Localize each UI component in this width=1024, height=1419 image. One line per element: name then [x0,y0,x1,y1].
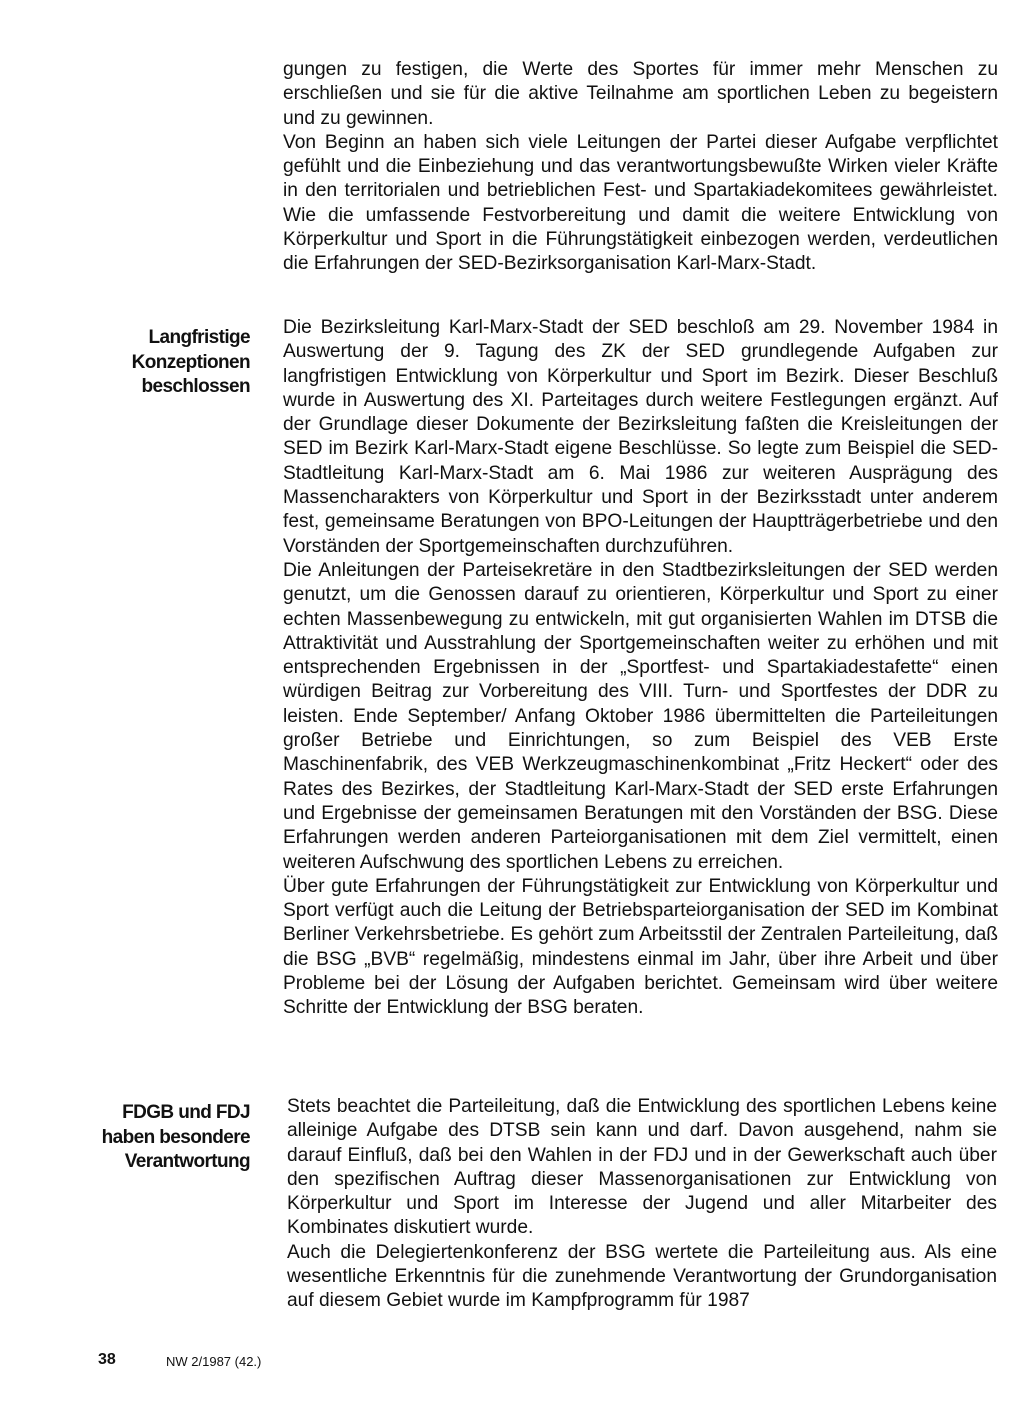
section-1-paragraph-3: Über gute Erfahrungen der Führungstätigkeit zur Entwicklung von Körperkultur und Sport verfügt auch die Leitung der Betriebsparteiorganisation der SED im Kombinat Berliner Verkehrsbetriebe. Es gehört zum Arbeitsstil der Zentralen Parteileitung, daß die BSG „BVB“ regelmäßig, mindestens einmal im Jahr, über ihre Arbeit und über Probleme bei der Lösung der Aufgaben berichtet. Gemeinsam wird über weitere Schritte der Entwicklung der BSG beraten. [283,875,998,1019]
section-1-text [283,316,998,1021]
intro-paragraph-2: Von Beginn an haben sich viele Leitungen der Partei dieser Aufgabe verpflichtet gefühlt und die Einbeziehung und das verantwortungsbewußte Wirken vieler Kräfte in den territorialen und betrieblichen Fest- und Spartakiadekomitees gewährleistet. Wie die umfassende Festvorbereitung und damit die weitere Entwicklung von Körperkultur und Sport in die Führungstätigkeit einbezogen werden, verdeutlichen die Erfahrungen der SED-Bezirksorganisation Karl-Marx-Stadt. [283,131,998,275]
side-heading-langfristige [50,326,250,400]
section-2-paragraph-1: Stets beachtet die Parteileitung, daß die Entwicklung des sportlichen Lebens keine alleinige Aufgabe des DTSB sein kann und darf. Davon ausgehend, nahm sie darauf Einfluß, daß bei den Wahlen in der FDJ und in der Gewerkschaft auch über den spezifischen Auftrag dieser Massenorganisationen zur Entwicklung von Körperkultur und Sport im Interesse der Jugend und aller Mitarbeiter des Kombinates diskutiert wurde. [287,1096,997,1239]
page-number: 38 [98,1351,116,1368]
side-heading-line: Konzeptionen [131,351,250,373]
intro-paragraph-1: gungen zu festigen, die Werte des Sportes für immer mehr Menschen zu erschließen und sie für die aktive Teilnahme am sportlichen Leben zu begeistern und zu gewinnen. [283,59,998,129]
side-heading-line: Langfristige [148,327,250,348]
side-heading-line: haben besondere [101,1126,250,1148]
section-1-paragraph-2: Die Anleitungen der Parteisekretäre in den Stadtbezirksleitungen der SED werden genutzt, um die Genossen darauf zu orientieren, Körperkultur und Sport zu einer echten Massenbewegung zu entwickeln, mit gut organisierten Wahlen im DTSB die Attraktivität und Ausstrahlung der Sportgemeinschaften weiter zu erhöhen und mit entsprechenden Ergebnissen in der „Sportfest- und Spartakiadestafette“ einen würdigen Beitrag zur Vorbereitung des VIII. Turn- und Sportfestes der DDR zu leisten. Ende September/ Anfang Oktober 1986 übermittelten die Parteileitungen großer Betriebe und Einrichtungen, so zum Beispiel des VEB Erste Maschinenfabrik, des VEB Werkzeugmaschinenkombinat „Fritz Heckert“ oder des Rates des Bezirkes, der Stadtleitung Karl-Marx-Stadt der SED erste Erfahrungen und Ergebnisse der gemeinsamen Beratungen mit den Vorständen der BSG. Diese Erfahrungen werden anderen Parteiorganisationen mit dem Ziel vermittelt, einen weiteren Aufschwung des sportlichen Lebens zu erreichen. [283,559,998,873]
issue-reference: NW 2/1987 (42.) [166,1354,262,1369]
section-2-text [287,1095,997,1314]
intro-text [283,58,998,277]
section-1-paragraph-1: Die Bezirksleitung Karl-Marx-Stadt der SED beschloß am 29. November 1984 in Auswertung der 9. Tagung des ZK der SED grundlegende Aufgaben zur langfristigen Entwicklung von Körperkultur und Sport im Bezirk. Dieser Beschluß wurde in Auswertung des XI. Parteitages durch weitere Festlegungen ergänzt. Auf der Grundlage dieser Dokumente der Bezirksleitung faßten die Kreisleitungen der SED im Bezirk Karl-Marx-Stadt eigene Beschlüsse. So legte zum Beispiel die SED-Stadtleitung Karl-Marx-Stadt am 6. Mai 1986 zur weiteren Ausprägung des Massencharakters von Körperkultur und Sport in der Bezirksstadt unter anderem fest, gemeinsame Beratungen von BPO-Leitungen der Hauptträgerbetriebe und den Vorständen der Sportgemeinschaften durchzuführen. [283,317,998,557]
section-2-paragraph-2: Auch die Delegiertenkonferenz der BSG wertete die Parteileitung aus. Als eine wesentliche Erkenntnis für die zunehmende Verantwortung der Grundorganisation auf diesem Gebiet wurde im Kampfprogramm für 1987 [287,1241,997,1312]
side-heading-line: Verantwortung [124,1151,250,1172]
side-heading-line: beschlossen [141,376,250,397]
side-heading-fdgb [50,1101,250,1175]
side-heading-line: FDGB und FDJ [122,1102,250,1123]
